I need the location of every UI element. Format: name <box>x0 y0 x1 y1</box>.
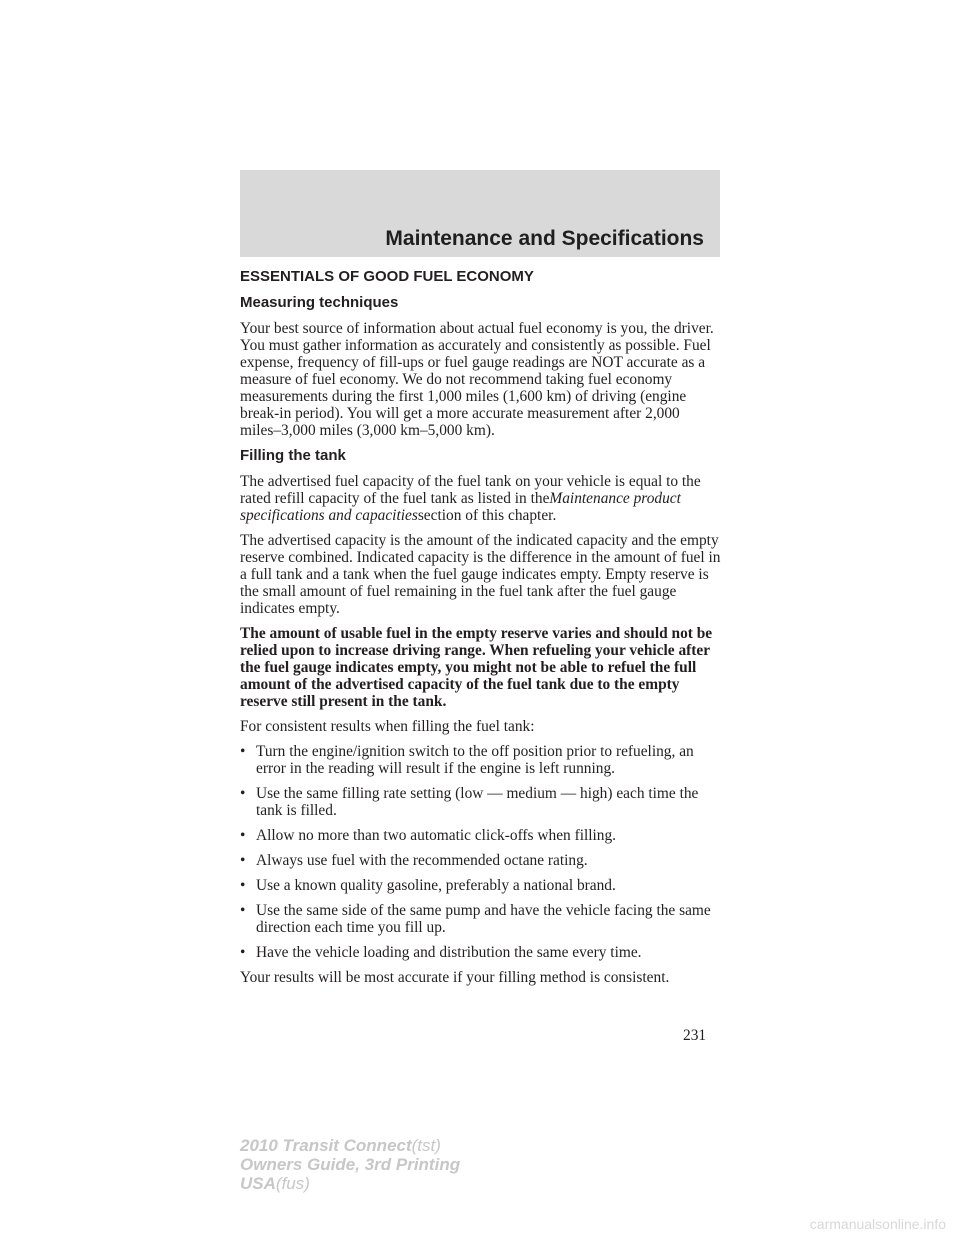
list-item-text: Always use fuel with the recommended octane rating. <box>256 852 588 869</box>
bullet-icon: • <box>240 877 246 894</box>
list-item <box>240 877 722 894</box>
footer-line-market <box>240 1174 460 1193</box>
section-title: ESSENTIALS OF GOOD FUEL ECONOMY <box>240 268 534 285</box>
bullet-icon: • <box>240 944 246 961</box>
footer-line-guide: Owners Guide, 3rd Printing <box>240 1155 461 1174</box>
bullet-icon: • <box>240 743 246 760</box>
paragraph-text: section of this chapter. <box>417 507 557 524</box>
paragraph-reserve: The advertised capacity is the amount of the indicated capacity and the empty reserve combined. Indicated capacity is the difference in the amount of fuel in a full tank and a tank when the fuel gauge indicates empty. Empty reserve is the small amount of fuel remaining in the fuel tank after the fuel gauge indicates empty. <box>240 532 721 617</box>
list-item <box>240 902 722 936</box>
paragraph-intro: For consistent results when filling the fuel tank: <box>240 718 535 735</box>
list-item-text: Allow no more than two automatic click-offs when filling. <box>256 827 617 844</box>
list-item <box>240 827 722 844</box>
paragraph-advertised-capacity <box>240 473 722 524</box>
warning-paragraph: The amount of usable fuel in the empty reserve varies and should not be relied upon to increase driving range. When refueling your vehicle after the fuel gauge indicates empty, you might not be able to refuel the full amount of the advertised capacity of the fuel tank due to the empty reserve still present in the tank. <box>240 625 713 710</box>
bullet-icon: • <box>240 785 246 802</box>
watermark: carmanualsonline.info <box>809 1216 946 1232</box>
paragraph-closing: Your results will be most accurate if your filling method is consistent. <box>240 969 670 986</box>
bullet-icon: • <box>240 852 246 869</box>
paragraph-text: The advertised fuel capacity of the fuel tank on your vehicle is equal to the rated refill capacity of the fuel tank as listed in the <box>240 473 701 507</box>
footer-market: USA <box>240 1174 276 1193</box>
print-footer <box>240 1136 460 1193</box>
list-item-text: Use the same side of the same pump and have the vehicle facing the same direction each time you fill up. <box>256 902 711 936</box>
footer-market-code: (fus) <box>275 1174 310 1193</box>
cross-reference: Maintenance product specifications and capacities <box>240 490 681 524</box>
footer-model-code: (tst) <box>411 1136 441 1155</box>
section-header-title: Maintenance and Specifications <box>385 227 704 250</box>
section-header-band <box>240 170 720 257</box>
list-item <box>240 785 722 819</box>
subheading-filling: Filling the tank <box>240 447 346 464</box>
bullet-list <box>240 743 722 961</box>
subheading-measuring: Measuring techniques <box>240 294 399 311</box>
list-item-text: Use a known quality gasoline, preferably a national brand. <box>256 877 616 894</box>
list-item-text: Have the vehicle loading and distribution the same every time. <box>256 944 642 961</box>
list-item-text: Turn the engine/ignition switch to the off position prior to refueling, an error in the reading will result if the engine is left running. <box>256 743 694 777</box>
page-content <box>240 268 722 994</box>
footer-line-model <box>240 1136 460 1155</box>
list-item <box>240 743 722 777</box>
paragraph-measuring: Your best source of information about actual fuel economy is you, the driver. You must gather information as accurately and consistently as possible. Fuel expense, frequency of fill-ups or fuel gauge readings are NOT accurate as a measure of fuel economy. We do not recommend taking fuel economy measurements during the first 1,000 miles (1,600 km) of driving (engine break-in period). You will get a more accurate measurement after 2,000 miles–3,000 miles (3,000 km–5,000 km). <box>240 320 714 439</box>
bullet-icon: • <box>240 902 246 919</box>
bullet-icon: • <box>240 827 246 844</box>
footer-model: 2010 Transit Connect <box>240 1136 412 1155</box>
page-number: 231 <box>683 1027 707 1044</box>
list-item-text: Use the same filling rate setting (low — medium — high) each time the tank is filled. <box>256 785 699 819</box>
list-item <box>240 852 722 869</box>
list-item <box>240 944 722 961</box>
